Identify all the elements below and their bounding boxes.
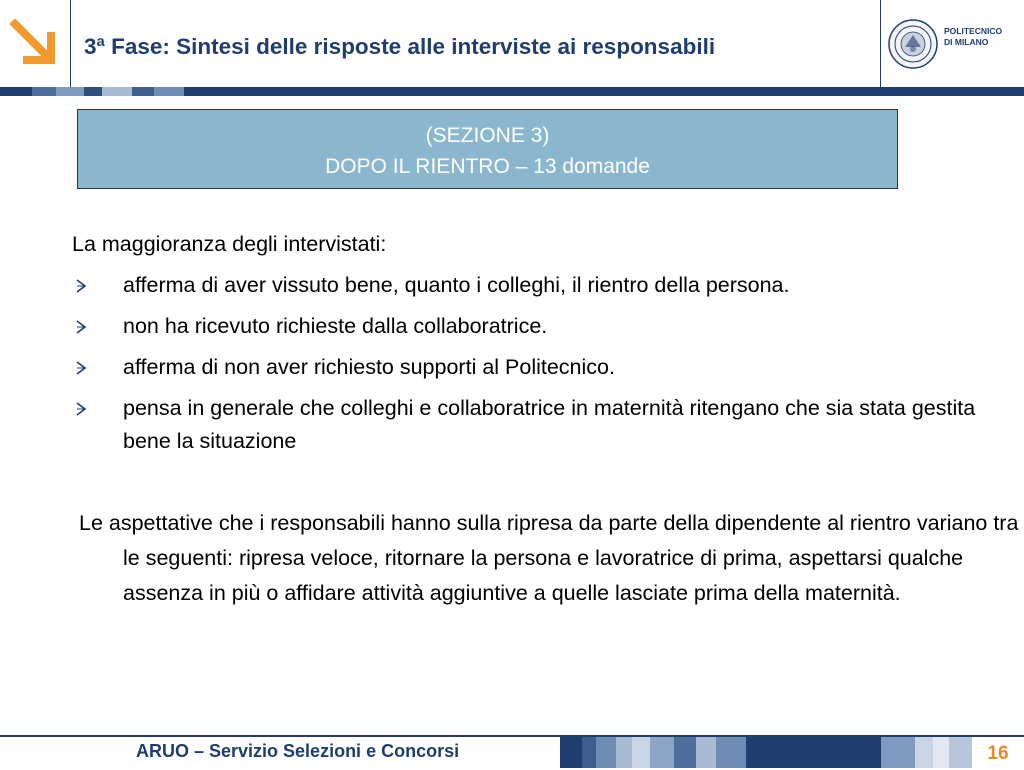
slide-content [72,228,1017,466]
bullet-item [72,310,1017,343]
politecnico-brand [886,13,1024,73]
header-divider-right [880,0,881,87]
arrow-bullet-icon [74,310,90,353]
footer-color-blocks [560,737,980,768]
orange-down-right-arrow-icon [0,0,70,87]
intro-text: La maggioranza degli intervistati: [72,232,387,256]
arrow-bullet-icon [74,269,90,312]
bullet-text: pensa in generale che colleghi e collaboratrice in maternità ritengano che sia stata gestita bene la situazione [123,396,976,453]
summary-paragraph-text: Le aspettative che i responsabili hanno sulla ripresa da parte della dipendente al rientro variano tra le seguenti: ripresa veloce, ritornare la persona e lavoratrice di prima, aspettarsi qualche assenza in più o affidare attività aggiuntive a quelle lasciate prima della maternità. [79,511,1019,605]
page-title: 3ª Fase: Sintesi delle risposte alle interviste ai responsabili [84,34,716,59]
logo-box [0,0,70,87]
bullet-item [72,392,1017,458]
brand-line-2: DI MILANO [944,37,989,47]
bullet-item [72,269,1017,302]
section-heading-box [77,109,898,189]
section-heading-line-1: (SEZIONE 3) [425,124,550,147]
header-stripe [0,87,1024,96]
bullet-text: afferma di aver vissuto bene, quanto i colleghi, il rientro della persona. [123,273,790,297]
brand-line-1: POLITECNICO [944,26,1003,36]
summary-paragraph [72,506,1022,611]
header-divider-left [70,0,71,87]
arrow-bullet-icon [74,351,90,394]
brand-name [944,26,1002,48]
footer-text: ARUO – Servizio Selezioni e Concorsi [136,741,460,761]
page-number: 16 [972,737,1024,768]
bullet-item [72,351,1017,384]
section-heading-line-2: DOPO IL RIENTRO – 13 domande [325,155,650,178]
bullet-text: afferma di non aver richiesto supporti al Politecnico. [123,355,615,379]
politecnico-seal-icon [886,13,940,73]
arrow-bullet-icon [74,392,90,435]
bullet-list [72,269,1017,458]
bullet-text: non ha ricevuto richieste dalla collaboratrice. [123,314,548,338]
